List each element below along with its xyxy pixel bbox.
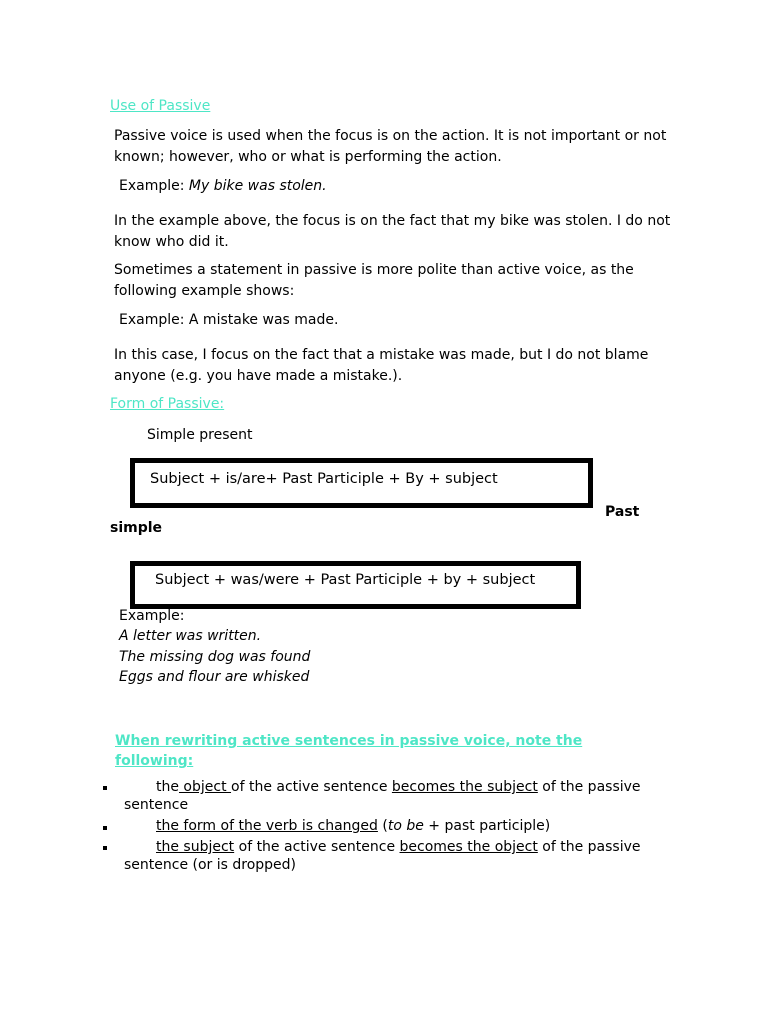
example-sentence-3: Eggs and flour are whisked (119, 669, 310, 685)
rewrite-heading-line-1: When rewriting active sentences in passive voice, note the (115, 733, 583, 749)
bullet-1-mid: of the active sentence (231, 779, 392, 795)
bullet-1-post: of the passive (537, 779, 641, 795)
bullet-1-object: object (178, 779, 232, 795)
bullet-1-line-2: sentence (124, 797, 189, 813)
example-1-text: My bike was stolen. (188, 178, 327, 194)
bullet-3-mid: of the active sentence (234, 839, 400, 855)
bullet-2-post: + past participle) (423, 818, 551, 834)
bullet-marker-3 (103, 846, 107, 850)
example-sentence-2: The missing dog was found (119, 649, 311, 665)
bullet-2-form-changed: the form of the verb is changed (156, 818, 378, 834)
example-1 (119, 178, 327, 194)
use-paragraph-3: Sometimes a statement in passive is more polite than active voice, as the following example shows: (114, 262, 634, 299)
past-label: Past (605, 504, 640, 520)
bullet-marker-2 (103, 826, 107, 830)
example-2: Example: A mistake was made. (119, 312, 339, 328)
form-of-passive-heading: Form of Passive: (110, 396, 225, 412)
bullet-2-line (156, 818, 550, 834)
bullet-3-post: of the passive (537, 839, 641, 855)
example-sentence-1: A letter was written. (119, 628, 262, 644)
simple-present-label: Simple present (147, 427, 253, 443)
use-paragraph-2: In the example above, the focus is on the fact that my bike was stolen. I do not know who did it. (114, 213, 671, 250)
bullet-marker-1 (103, 786, 107, 790)
bullet-3-becomes-object: becomes the object (399, 839, 538, 855)
bullet-3-subject: the subject (156, 839, 235, 855)
bullet-3-line-2: sentence (or is dropped) (124, 857, 297, 873)
bullet-3-line-1 (156, 839, 641, 855)
formula-present: Subject + is/are+ Past Participle + By + subject (150, 471, 498, 487)
simple-label: simple (110, 520, 163, 536)
use-paragraph-1: Passive voice is used when the focus is on the action. It is not important or not known; however, who or what is performing the action. (114, 128, 667, 165)
use-paragraph-4: In this case, I focus on the fact that a mistake was made, but I do not blame anyone (e.g. you have made a mistake.). (114, 347, 649, 384)
formula-past: Subject + was/were + Past Participle + by + subject (155, 572, 536, 588)
rewrite-heading-line-2: following: (115, 753, 194, 769)
bullet-1-line-1 (156, 779, 641, 795)
example-label: Example: (119, 608, 185, 624)
example-1-label: Example: (119, 178, 189, 194)
bullet-1-becomes-subject: becomes the subject (391, 779, 538, 795)
use-of-passive-heading: Use of Passive (110, 98, 211, 114)
bullet-2-open: ( (377, 818, 388, 834)
bullet-1-pre: the (156, 779, 179, 795)
bullet-2-to-be: to be (387, 818, 424, 834)
